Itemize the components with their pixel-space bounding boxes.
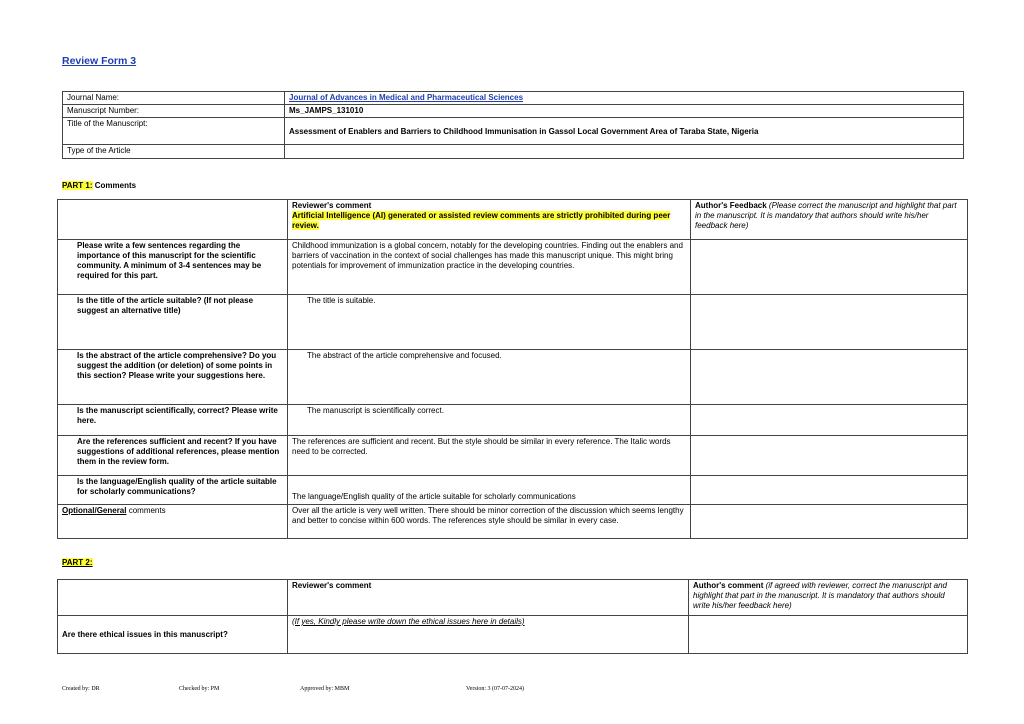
question-references: Are the references sufficient and recent? If you have suggestions of additional references, please mention them in the review form.	[58, 436, 288, 476]
journal-name-link[interactable]: Journal of Advances in Medical and Pharmaceutical Sciences	[289, 93, 524, 102]
answer-references[interactable]: The references are sufficient and recent. But the style should be similar in every reference. The Italic words need to be corrected.	[288, 436, 691, 476]
author-feedback-abstract[interactable]	[691, 350, 968, 405]
part2-label	[62, 558, 93, 567]
author-feedback-references[interactable]	[691, 436, 968, 476]
question-title: Is the title of the article suitable? (If not please suggest an alternative title)	[58, 295, 288, 350]
table-row	[58, 616, 968, 654]
author-feedback-scientific[interactable]	[691, 405, 968, 436]
answer-title[interactable]: The title is suitable.	[288, 295, 691, 350]
ai-prohibition-notice: Artificial Intelligence (AI) generated or assisted review comments are strictly prohibited during peer review.	[292, 211, 671, 230]
part2-header-blank	[58, 580, 288, 616]
part1-author-header: Author's Feedback	[695, 201, 767, 210]
optional-label-optional: Optional	[62, 506, 95, 515]
author-feedback-title[interactable]	[691, 295, 968, 350]
answer-scientific[interactable]: The manuscript is scientifically correct.	[288, 405, 691, 436]
question-importance: Please write a few sentences regarding the importance of this manuscript for the scientific community. A minimum of 3-4 sentences may be required for this part.	[58, 240, 288, 295]
table-row	[58, 240, 968, 295]
question-ethics: Are there ethical issues in this manuscript?	[58, 616, 288, 654]
author-feedback-optional[interactable]	[691, 505, 968, 539]
optional-comments-label	[58, 505, 288, 539]
question-abstract: Is the abstract of the article comprehensive? Do you suggest the addition (or deletion) of some points in this section? Please write your suggestions here.	[58, 350, 288, 405]
part1-label-title: Comments	[92, 181, 137, 190]
table-row	[58, 505, 968, 539]
author-feedback-importance[interactable]	[691, 240, 968, 295]
table-row	[58, 405, 968, 436]
part1-header-blank	[58, 200, 288, 240]
table-row	[58, 350, 968, 405]
optional-label-sep: /	[94, 506, 97, 515]
part1-reviewer-header: Reviewer's comment	[292, 201, 372, 210]
table-row	[58, 295, 968, 350]
footer-created-by: Created by: DR	[62, 686, 100, 692]
answer-abstract[interactable]: The abstract of the article comprehensive and focused.	[288, 350, 691, 405]
part2-author-header: Author's comment	[693, 581, 764, 590]
question-scientific: Is the manuscript scientifically, correct? Please write here.	[58, 405, 288, 436]
footer-approved-by: Approved by: MBM	[300, 686, 350, 692]
article-type-label: Type of the Article	[63, 145, 285, 159]
article-type-value[interactable]	[285, 145, 964, 159]
answer-ethics[interactable]: (If yes, Kindly please write down the ethical issues here in details)	[288, 616, 689, 654]
author-feedback-language[interactable]	[691, 476, 968, 505]
form-title: Review Form 3	[62, 55, 137, 67]
part1-label-number: PART 1:	[62, 181, 93, 190]
table-row	[58, 476, 968, 505]
optional-label-comments: comments	[126, 506, 166, 515]
manuscript-number-value: Ms_JAMPS_131010	[285, 105, 964, 118]
part2-ethics-table	[57, 579, 968, 654]
manuscript-title-label: Title of the Manuscript:	[63, 118, 285, 145]
manuscript-title-value: Assessment of Enablers and Barriers to Childhood Immunisation in Gassol Local Government Area of Taraba State, Nigeria	[285, 118, 964, 145]
footer-checked-by: Checked by: PM	[179, 686, 220, 692]
answer-language[interactable]: The language/English quality of the article suitable for scholarly communications	[288, 476, 691, 505]
part1-author-instructions: (Please correct the manuscript and highlight that part in the manuscript. It is mandatory that authors should write his/her feedback here)	[695, 201, 957, 230]
manuscript-number-label: Manuscript Number:	[63, 105, 285, 118]
answer-importance[interactable]: Childhood immunization is a global concern, notably for the developing countries. Finding out the enablers and barriers of vaccination in the context of social challenges has made this manuscript unique. This might bring potentials for improvement of immunization practice in the developing countries.	[288, 240, 691, 295]
part2-label-text: PART 2:	[62, 558, 93, 567]
part1-label	[62, 181, 136, 190]
journal-name-label: Journal Name:	[63, 92, 285, 105]
answer-optional[interactable]: Over all the article is very well written. There should be minor correction of the discussion which seems lengthy and better to concise within 600 words. The references style should be similar in every case.	[288, 505, 691, 539]
author-comment-ethics[interactable]	[689, 616, 968, 654]
footer-version: Version: 3 (07-07-2024)	[466, 686, 524, 692]
table-row	[58, 436, 968, 476]
part2-reviewer-header: Reviewer's comment	[288, 580, 689, 616]
part2-author-instructions: (if agreed with reviewer, correct the manuscript and highlight that part in the manuscript. It is mandatory that authors should write his/her feedback here)	[693, 581, 947, 610]
optional-label-general: General	[96, 506, 127, 515]
part1-comments-table	[57, 199, 968, 539]
manuscript-info-table	[62, 91, 964, 159]
question-language: Is the language/English quality of the article suitable for scholarly communications?	[58, 476, 288, 505]
